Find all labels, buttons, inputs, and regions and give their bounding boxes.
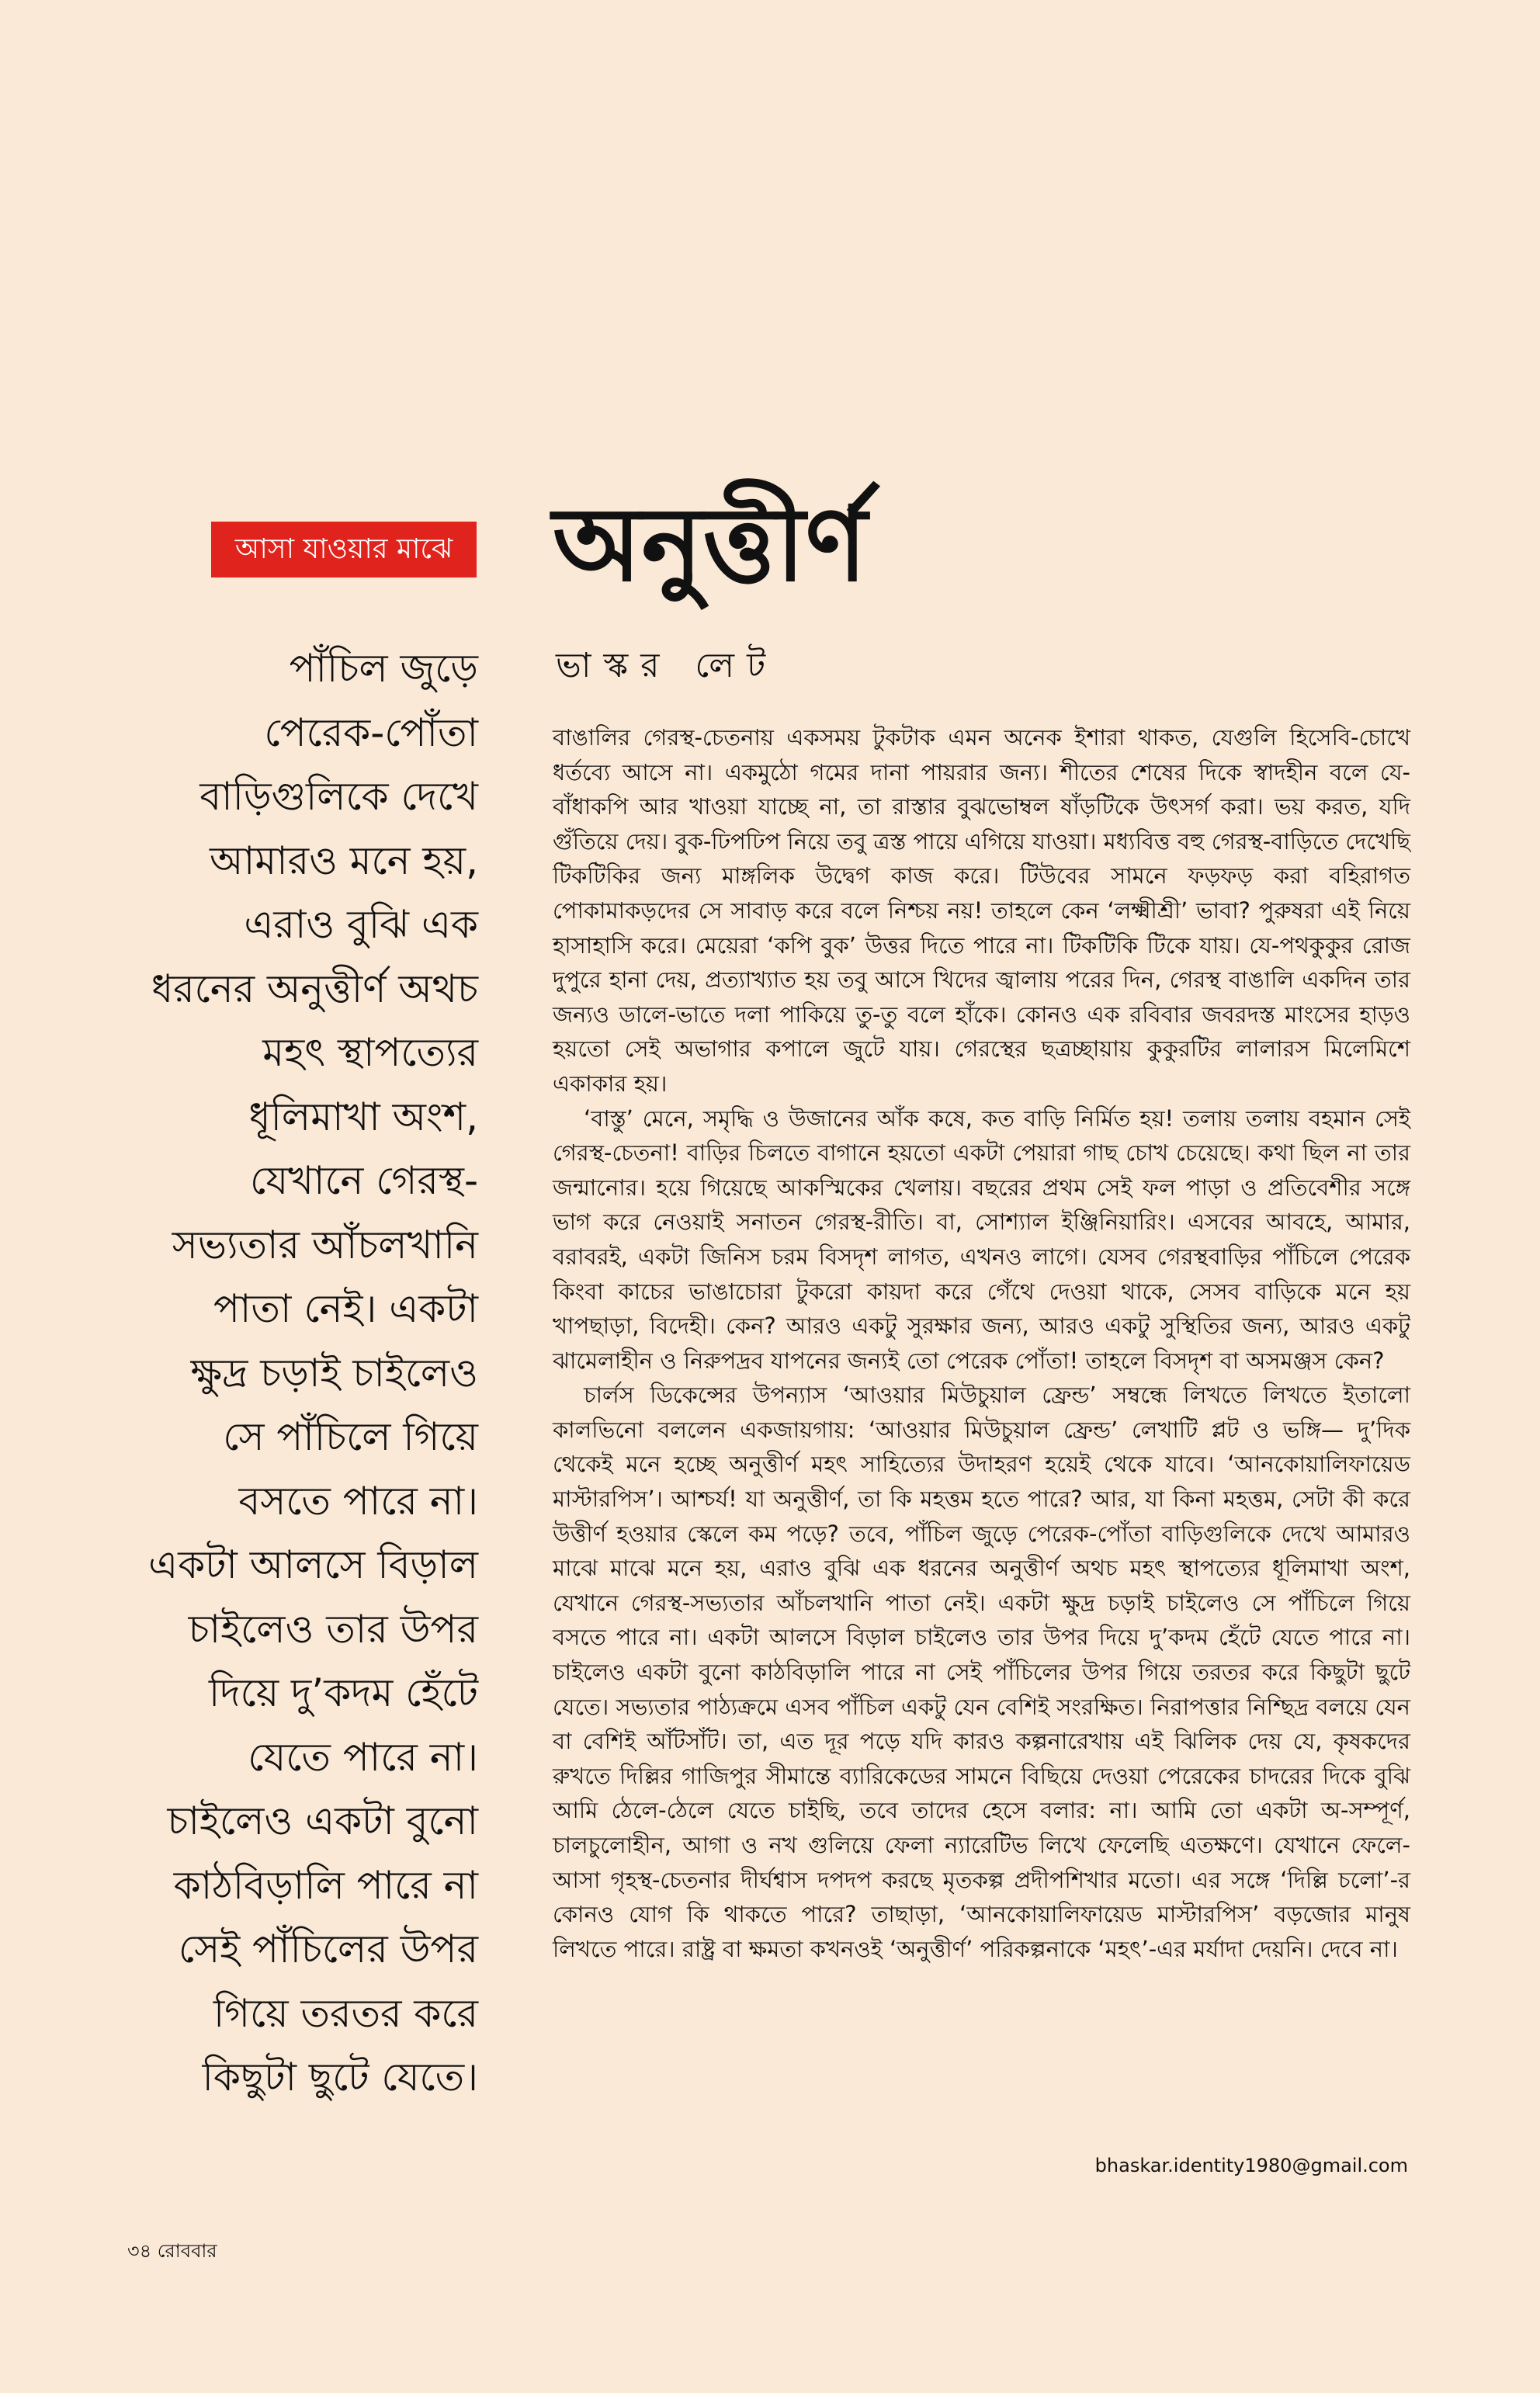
pull-quote-line: এরাও বুঝি এক xyxy=(244,902,478,947)
pull-quote-line: পাঁচিল জুড়ে xyxy=(289,646,478,691)
pull-quote-line: সভ্যতার আঁচলখানি xyxy=(172,1222,478,1268)
page-folio: ৩৪ রোববার xyxy=(127,2240,217,2262)
body-paragraph: বাঙালির গেরস্থ-চেতনায় একসময় টুকটাক এমন অনেক ইশারা থাকত, যেগুলি হিসেবি-চোখে ধর্তব্যে আসে না। একমুঠো গমের দানা পায়রার জন্য। শীতের শেষের দিকে স্বাদহীন বলে যে-বাঁধাকপি আর খাওয়া যাচ্ছে না, তা রাস্তার বুঝভোম্বল ষাঁড়টিকে উৎসর্গ করা। ভয় করত, যদি গুঁতিয়ে দেয়। বুক-ঢিপঢিপ নিয়ে তবু ত্রস্ত পায়ে এগিয়ে যাওয়া। মধ্যবিত্ত বহু গেরস্থ-বাড়িতে দেখেছি টিকটিকির জন্য মাঙ্গলিক উদ্বেগ কাজ করে। টিউবের সামনে ফড়ফড় করা বহিরাগত পোকামাকড়দের সে সাবাড় করে বলে নিশ্চয় নয়! তাহলে কেন ‘লক্ষ্মীশ্রী’ ভাবা? পুরুষরা এই নিয়ে হাসাহাসি করে। মেয়েরা ‘কপি বুক’ উত্তর দিতে পারে না। টিকটিকি টিকে যায়। যে-পথকুকুর রোজ দুপুরে হানা দেয়, প্রত্যাখ্যাত হয় তবু আসে খিদের জ্বালায় পরের দিন, গেরস্থ বাঙালি একদিন তার জন্যও ডালে-ভাতে দলা পাকিয়ে তু-তু বলে হাঁকে। কোনও এক রবিবার জবরদস্ত মাংসের হাড়ও হয়তো সেই অভাগার কপালে জুটে যায়। গেরস্থের ছত্রচ্ছায়ায় কুকুরটির লালারস মিলেমিশে একাকার হয়। xyxy=(553,724,1410,1097)
pull-quote-line: পাতা নেই। একটা xyxy=(213,1286,478,1331)
pull-quote-line: পেরেক-পোঁতা xyxy=(264,709,478,755)
pull-quote-line: যেতে পারে না। xyxy=(248,1734,478,1780)
pull-quote-line: ধূলিমাখা অংশ, xyxy=(248,1094,478,1139)
pull-quote-line: আমারও মনে হয়, xyxy=(210,838,478,883)
pull-quote xyxy=(116,636,478,2100)
pull-quote-line: বাড়িগুলিকে দেখে xyxy=(199,774,478,819)
pull-quote-line: কিছুটা ছুটে যেতে। xyxy=(202,2055,478,2100)
article-headline: অনুত্তীর্ণ xyxy=(553,484,868,605)
author-email: bhaskar.identity1980@gmail.com xyxy=(1094,2155,1408,2176)
article-body xyxy=(553,720,1410,2125)
pull-quote-line: চাইলেও তার উপর xyxy=(188,1606,478,1652)
pull-quote-line: চাইলেও একটা বুনো xyxy=(167,1798,478,1843)
pull-quote-line: বসতে পারে না। xyxy=(238,1478,478,1524)
section-label-tag: আসা যাওয়ার মাঝে xyxy=(211,522,477,577)
pull-quote-line: মহৎ স্থাপত্যের xyxy=(262,1030,478,1075)
pull-quote-line: যেখানে গেরস্থ- xyxy=(250,1158,478,1203)
pull-quote-line: ধরনের অনুত্তীর্ণ অথচ xyxy=(151,966,478,1011)
author-byline: ভাস্কর লেট xyxy=(556,646,779,685)
pull-quote-line: একটা আলসে বিড়াল xyxy=(148,1542,478,1587)
body-paragraph: চার্লস ডিকেন্সের উপন্যাস ‘আওয়ার মিউচুয়াল ফ্রেন্ড’ সম্বন্ধে লিখতে লিখতে ইতালো কালভিনো বললেন একজায়গায়: ‘আওয়ার মিউচুয়াল ফ্রেন্ড’ লেখাটি প্লট ও ভঙ্গি— দু’দিক থেকেই মনে হচ্ছে অনুত্তীর্ণ মহৎ সাহিত্যের উদাহরণ হয়েই থেকে যাবে। ‘আনকোয়ালিফায়েড মাস্টারপিস’। আশ্চর্য! যা অনুত্তীর্ণ, তা কি মহত্তম হতে পারে? আর, যা কিনা মহত্তম, সেটা কী করে উত্তীর্ণ হওয়ার স্কেলে কম পড়ে? তবে, পাঁচিল জুড়ে পেরেক-পোঁতা বাড়িগুলিকে দেখে আমারও মাঝে মাঝে মনে হয়, এরাও বুঝি এক ধরনের অনুত্তীর্ণ অথচ মহৎ স্থাপত্যের ধূলিমাখা অংশ, যেখানে গেরস্থ-সভ্যতার আঁচলখানি পাতা নেই। একটা ক্ষুদ্র চড়াই চাইলেও সে পাঁচিলে গিয়ে বসতে পারে না। একটা আলসে বিড়াল চাইলেও তার উপর দিয়ে দু’কদম হেঁটে যেতে পারে না। চাইলেও একটা বুনো কাঠবিড়ালি পারে না সেই পাঁচিলের উপর গিয়ে তরতর করে কিছুটা ছুটে যেতে। সভ্যতার পাঠ্যক্রমে এসব পাঁচিল একটু যেন বেশিই সংরক্ষিত। নিরাপত্তার নিশ্ছিদ্র বলয়ে যেন বা বেশিই আঁটসাঁট। তা, এত দূর পড়ে যদি কারও কল্পনারেখায় এই ঝিলিক দেয় যে, কৃষকদের রুখতে দিল্লির গাজিপুর সীমান্তে ব্যারিকেডের সামনে বিছিয়ে দেওয়া পেরেকের চাদরের দিকে বুঝি আমি ঠেলে-ঠেলে যেতে চাইছি, তবে তাদের হেসে বলার: না। আমি তো একটা অ-সম্পূর্ণ, চালচুলোহীন, আগা ও নখ গুলিয়ে ফেলা ন্যারেটিভ লিখে ফেলেছি এতক্ষণে। যেখানে ফেলে-আসা গৃহস্থ-চেতনার দীর্ঘশ্বাস দপদপ করছে মৃতকল্প প্রদীপশিখার মতো। এর সঙ্গে ‘দিল্লি চলো’-র কোনও যোগ কি থাকতে পারে? তাছাড়া, ‘আনকোয়ালিফায়েড মাস্টারপিস’ বড়জোর মানুষ লিখতে পারে। রাষ্ট্র বা ক্ষমতা কখনওই ‘অনুত্তীর্ণ’ পরিকল্পনাকে ‘মহৎ’-এর মর্যাদা দেয়নি। দেবে না। xyxy=(553,1382,1410,1962)
pull-quote-line: সেই পাঁচিলের উপর xyxy=(178,1927,478,1972)
body-paragraph: ‘বাস্তু’ মেনে, সমৃদ্ধি ও উজানের আঁক কষে, কত বাড়ি নির্মিত হয়! তলায় তলায় বহমান সেই গেরস্থ-চেতনা! বাড়ির চিলতে বাগানে হয়তো একটা পেয়ারা গাছ চোখ চেয়েছে। কথা ছিল না তার জন্মানোর। হয়ে গিয়েছে আকস্মিকের খেলায়। বছরের প্রথম সেই ফল পাড়া ও প্রতিবেশীর সঙ্গে ভাগ করে নেওয়াই সনাতন গেরস্থ-রীতি। বা, সোশ্যাল ইঞ্জিনিয়ারিং। এসবের আবহে, আমার, বরাবরই, একটা জিনিস চরম বিসদৃশ লাগত, এখনও লাগে। যেসব গেরস্থবাড়ির পাঁচিলে পেরেক কিংবা কাচের ভাঙাচোরা টুকরো কায়দা করে গেঁথে দেওয়া থাকে, সেসব বাড়িকে মনে হয় খাপছাড়া, বিদেহী। কেন? আরও একটু সুরক্ষার জন্য, আরও একটু সুস্থিতির জন্য, আরও একটু ঝামেলাহীন ও নিরুপদ্রব যাপনের জন্যই তো পেরেক পোঁতা! তাহলে বিসদৃশ বা অসমঞ্জস কেন? xyxy=(553,1105,1410,1374)
pull-quote-line: কাঠবিড়ালি পারে না xyxy=(173,1862,478,1908)
pull-quote-line: সে পাঁচিলে গিয়ে xyxy=(223,1414,478,1459)
pull-quote-line: গিয়ে তরতর করে xyxy=(213,1990,478,2036)
pull-quote-line: ক্ষুদ্র চড়াই চাইলেও xyxy=(190,1350,478,1396)
pull-quote-line: দিয়ে দু’কদম হেঁটে xyxy=(209,1670,478,1715)
